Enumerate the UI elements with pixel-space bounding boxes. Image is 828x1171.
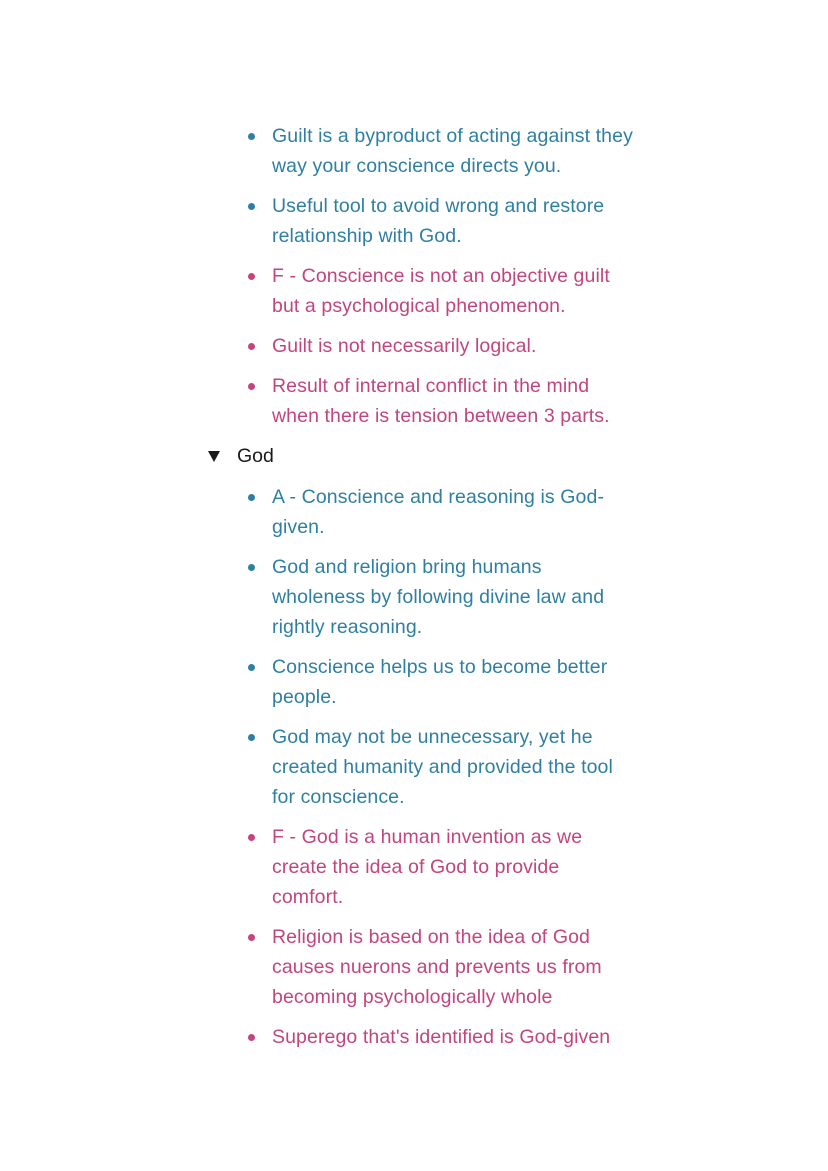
list-item [246,121,636,181]
bullet-dot-icon [248,934,255,941]
bullet-dot-icon [248,1034,255,1041]
list-item-text: Useful tool to avoid wrong and restore relationship with God. [272,195,605,247]
list-item-text: God and religion bring humans wholeness by following divine law and rightly reasoning. [272,556,605,638]
list-item-text: Guilt is not necessarily logical. [272,335,537,357]
bullet-dot-icon [248,834,255,841]
list-item-text: God may not be unnecessary, yet he created humanity and provided the tool for conscience. [272,726,613,808]
list-item [246,822,636,912]
bullet-dot-icon [248,494,255,501]
triangle-down-icon[interactable] [208,451,220,462]
bullet-dot-icon [248,383,255,390]
bullet-dot-icon [248,273,255,280]
list-item [246,371,636,431]
list-item [246,331,636,361]
list-item-text: Result of internal conflict in the mind when there is tension between 3 parts. [272,375,610,427]
list-item-text: Conscience helps us to become better people. [272,656,608,708]
list-item-text: F - Conscience is not an objective guilt but a psychological phenomenon. [272,265,610,317]
conscience-bullet-list [246,121,636,441]
list-item-text: A - Conscience and reasoning is God-given. [272,486,605,538]
bullet-dot-icon [248,564,255,571]
list-item [246,552,636,642]
bullet-dot-icon [248,734,255,741]
bullet-dot-icon [248,343,255,350]
list-item [246,482,636,542]
god-bullet-list [246,482,636,1062]
god-toggle[interactable] [208,441,274,471]
bullet-dot-icon [248,664,255,671]
list-item [246,191,636,251]
list-item-text: Religion is based on the idea of God causes nuerons and prevents us from becoming psychologically whole [272,926,602,1008]
list-item [246,652,636,712]
list-item-text: Superego that's identified is God-given [272,1026,611,1048]
list-item [246,261,636,321]
list-item-text: F - God is a human invention as we create the idea of God to provide comfort. [272,826,583,908]
list-item [246,922,636,1012]
bullet-dot-icon [248,133,255,140]
list-item [246,1022,636,1052]
god-toggle-label: God [237,444,274,467]
bullet-dot-icon [248,203,255,210]
list-item-text: Guilt is a byproduct of acting against they way your conscience directs you. [272,125,633,177]
list-item [246,722,636,812]
